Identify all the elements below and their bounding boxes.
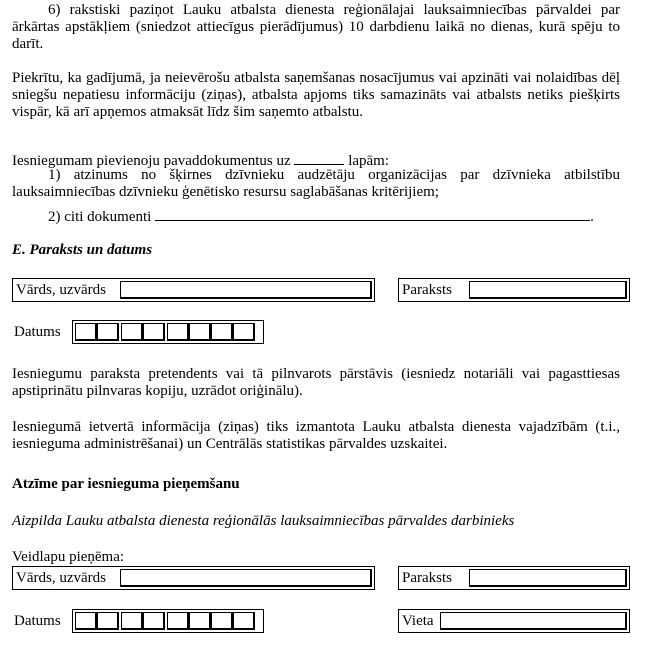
- acceptor-signature-field: [398, 566, 630, 590]
- date-separator: .: [117, 326, 121, 341]
- signature-field: [398, 278, 630, 302]
- acceptor-name-label: Vārds, uzvārds: [16, 569, 106, 586]
- attachment-item-2: [48, 206, 628, 226]
- date-separator: .: [163, 615, 167, 630]
- acceptance-date-row: [14, 609, 264, 633]
- accepted-by-label: Veidlapu pieņēma:: [12, 549, 125, 565]
- name-input[interactable]: [120, 281, 372, 299]
- date-label: Datums: [14, 323, 61, 340]
- attachment-item-2-end: .: [590, 209, 594, 225]
- signature-label: Paraksts: [402, 281, 452, 298]
- attachment-item-1: 1) atzinums no šķirnes dzīvnieku audzētāju organizācijas par dzīvnieka atbilstību lauksaimniecības dzīvnieku ģenētisko resursu saglabāšanas kritērijiem;: [12, 167, 620, 200]
- paragraph-item-6: 6) rakstiski paziņot Lauku atbalsta dienesta reģionālajai lauksaimniecības pārvaldei par ārkārtas apstākļiem (sniedzot attiecīgus pierādījumus) 10 darbdienu laikā no dienas, kurā spēju to darīt.: [12, 2, 620, 52]
- acceptor-signature-input[interactable]: [469, 569, 627, 587]
- place-input[interactable]: [440, 612, 627, 630]
- date-row: [14, 320, 264, 344]
- date-separator: .: [163, 326, 167, 341]
- acceptance-date-input[interactable]: [72, 609, 264, 633]
- name-field: [12, 278, 375, 302]
- acceptor-name-field: [12, 566, 375, 590]
- attachment-item-2-label: 2) citi dokumenti: [48, 209, 152, 225]
- submitter-note: Iesniegumu paraksta pretendents vai tā pilnvarots pārstāvis (iesniedz notariāli vai pagasttiesas apstiprinātu pilnvaras kopiju, uzrādot oriģinālu).: [12, 366, 620, 399]
- name-label: Vārds, uzvārds: [16, 281, 106, 298]
- place-field: [398, 609, 630, 633]
- section-e-title: E. Paraksts un datums: [12, 242, 153, 258]
- other-documents-field[interactable]: [155, 206, 590, 221]
- acceptance-note: Aizpilda Lauku atbalsta dienesta reģionālās lauksaimniecības pārvaldes darbinieks: [12, 513, 515, 529]
- agreement-paragraph: Piekrītu, ka gadījumā, ja neievērošu atbalsta saņemšanas nosacījumus vai apzināti vai nolaidības dēļ sniegšu nepatiesu informāciju (ziņas), atbalsta apjoms tiks samazināts vai atbalsts netiks piešķirts vispār, kā arī apņemos atmaksāt līdz šim saņemto atbalstu.: [12, 70, 620, 120]
- acceptor-name-input[interactable]: [120, 569, 372, 587]
- acceptor-signature-label: Paraksts: [402, 569, 452, 586]
- attachments-intro-text-end: lapām:: [348, 153, 390, 169]
- date-separator: .: [117, 615, 121, 630]
- signature-input[interactable]: [469, 281, 627, 299]
- page-count-field[interactable]: [294, 150, 344, 165]
- acceptance-date-label: Datums: [14, 612, 61, 629]
- attachments-intro-text: Iesniegumam pievienoju pavaddokumentus uz: [12, 153, 291, 169]
- acceptance-title: Atzīme par iesnieguma pieņemšanu: [12, 476, 240, 492]
- place-label: Vieta: [402, 612, 434, 629]
- date-input[interactable]: [72, 320, 264, 344]
- info-use-note: Iesniegumā ietvertā informācija (ziņas) tiks izmantota Lauku atbalsta dienesta vajadzībām (t.i., iesnieguma administrēšanai) un Centrālās statistikas pārvaldes uzskaitei.: [12, 419, 620, 452]
